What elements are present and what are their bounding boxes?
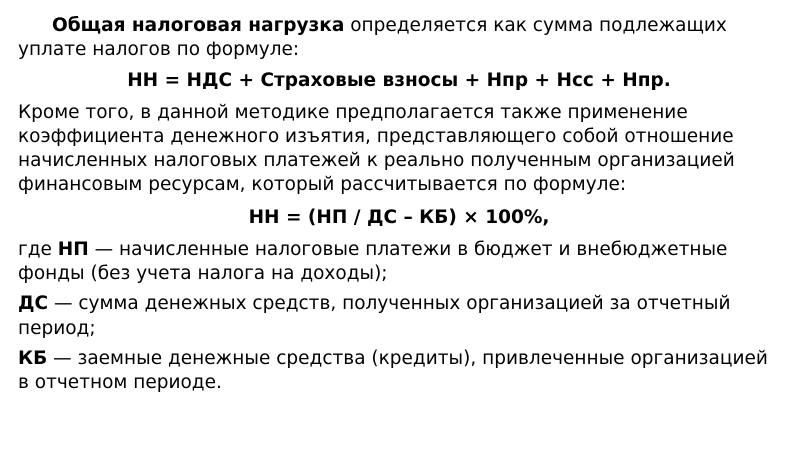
definition-ds-term: ДС — [18, 293, 49, 315]
definition-ds — [18, 292, 780, 340]
paragraph-intro — [18, 14, 780, 62]
formula-total-tax-burden: НН = НДС + Страховые взносы + Нпр + Нсс + Нпр. — [127, 70, 671, 92]
definition-kb-term: КБ — [18, 347, 48, 369]
formula-cash-withdrawal-ratio: НН = (НП / ДС – КБ) × 100%, — [248, 207, 550, 229]
definition-np-term: НП — [57, 239, 89, 261]
intro-lead-term: Общая налоговая нагрузка — [52, 15, 345, 36]
definition-np — [18, 238, 780, 286]
paragraph-method-description: Кроме того, в данной методике предполагается также применение коэффициента денежного изъятия, представляющего собой отношение начисленных налоговых платежей к реально полученным организацией финансовым ресурсам, который рассчитывается по формуле: — [18, 102, 735, 196]
intro-rest-text: определяется как сумма подлежащих уплате налогов по формуле: — [18, 15, 727, 61]
definition-ds-text: — сумма денежных средств, полученных организацией за отчетный период; — [18, 293, 731, 339]
definition-np-prefix: где — [18, 239, 58, 261]
definition-kb-text: — заемные денежные средства (кредиты), привлеченные организацией в отчетном периоде. — [18, 347, 768, 393]
definition-kb — [18, 347, 780, 395]
definition-np-text: — начисленные налоговые платежи в бюджет и внебюджетные фонды (без учета налога на доходы); — [18, 239, 728, 285]
